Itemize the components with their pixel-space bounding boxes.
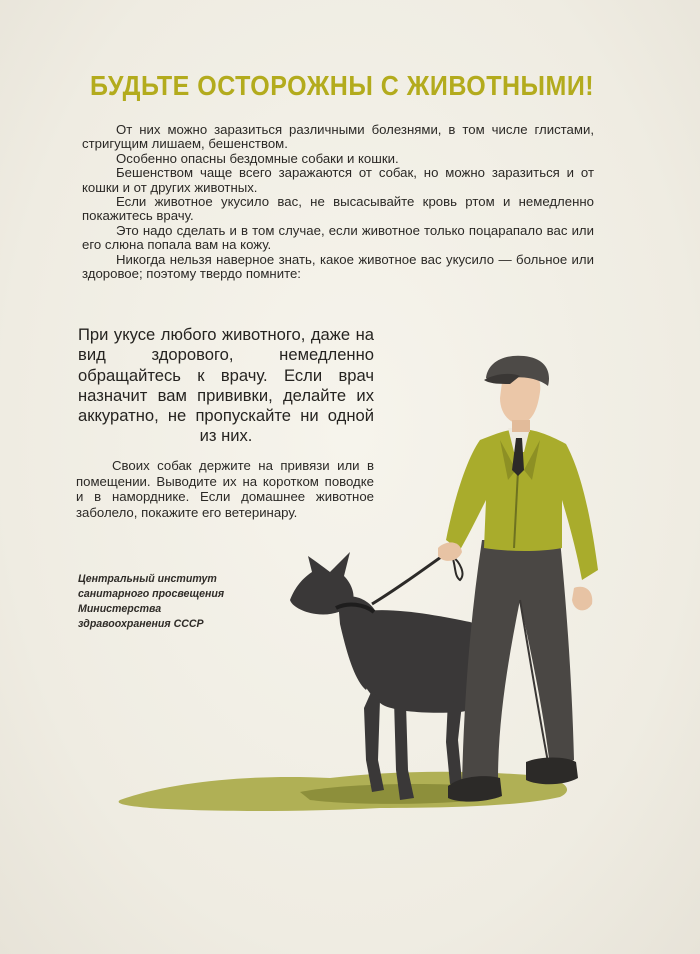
leash xyxy=(372,552,448,604)
intro-paragraph: Особенно опасны бездомные собаки и кошки. xyxy=(116,150,399,166)
intro-paragraph: От них можно заразиться различными болезнями, в том числе глистами, стригущим лишаем, бешенством. xyxy=(82,122,594,152)
bite-warning-text: При укусе любого животного, даже на вид здорового, немедленно обращайтесь к врачу. Если врач назначит вам прививки, делайте их аккуратно, не пропускайте ни одной из них. xyxy=(78,325,374,446)
publisher-line: Министерства xyxy=(78,603,162,615)
publisher-line: здравоохранения СССР xyxy=(78,618,204,630)
poster-title: БУДЬТЕ ОСТОРОЖНЫ С ЖИВОТНЫМИ! xyxy=(90,70,595,102)
intro-paragraph: Это надо сделать и в том случае, если животное только поцарапало вас или его слюна попала вам на кожу. xyxy=(82,222,594,253)
publisher-line: санитарного просвещения xyxy=(78,588,225,600)
publisher-line: Центральный институт xyxy=(78,573,217,585)
intro-paragraph: Если животное укусило вас, не высасывайте кровь ртом и немедленно покажитесь врачу. xyxy=(82,194,594,224)
intro-paragraph: Никогда нельзя наверное знать, какое животное вас укусило — больное или здоровое; поэтому твердо помните: xyxy=(82,251,594,282)
intro-paragraph: Бешенством чаще всего заражаются от собак, но можно заразиться и от кошки и от других животных. xyxy=(82,165,594,195)
dog-advice-text: Своих собак держите на привязи или в помещении. Выводите их на коротком поводке и в наморднике. Если домашнее животное заболело, покажите его ветеринару. xyxy=(76,458,374,520)
